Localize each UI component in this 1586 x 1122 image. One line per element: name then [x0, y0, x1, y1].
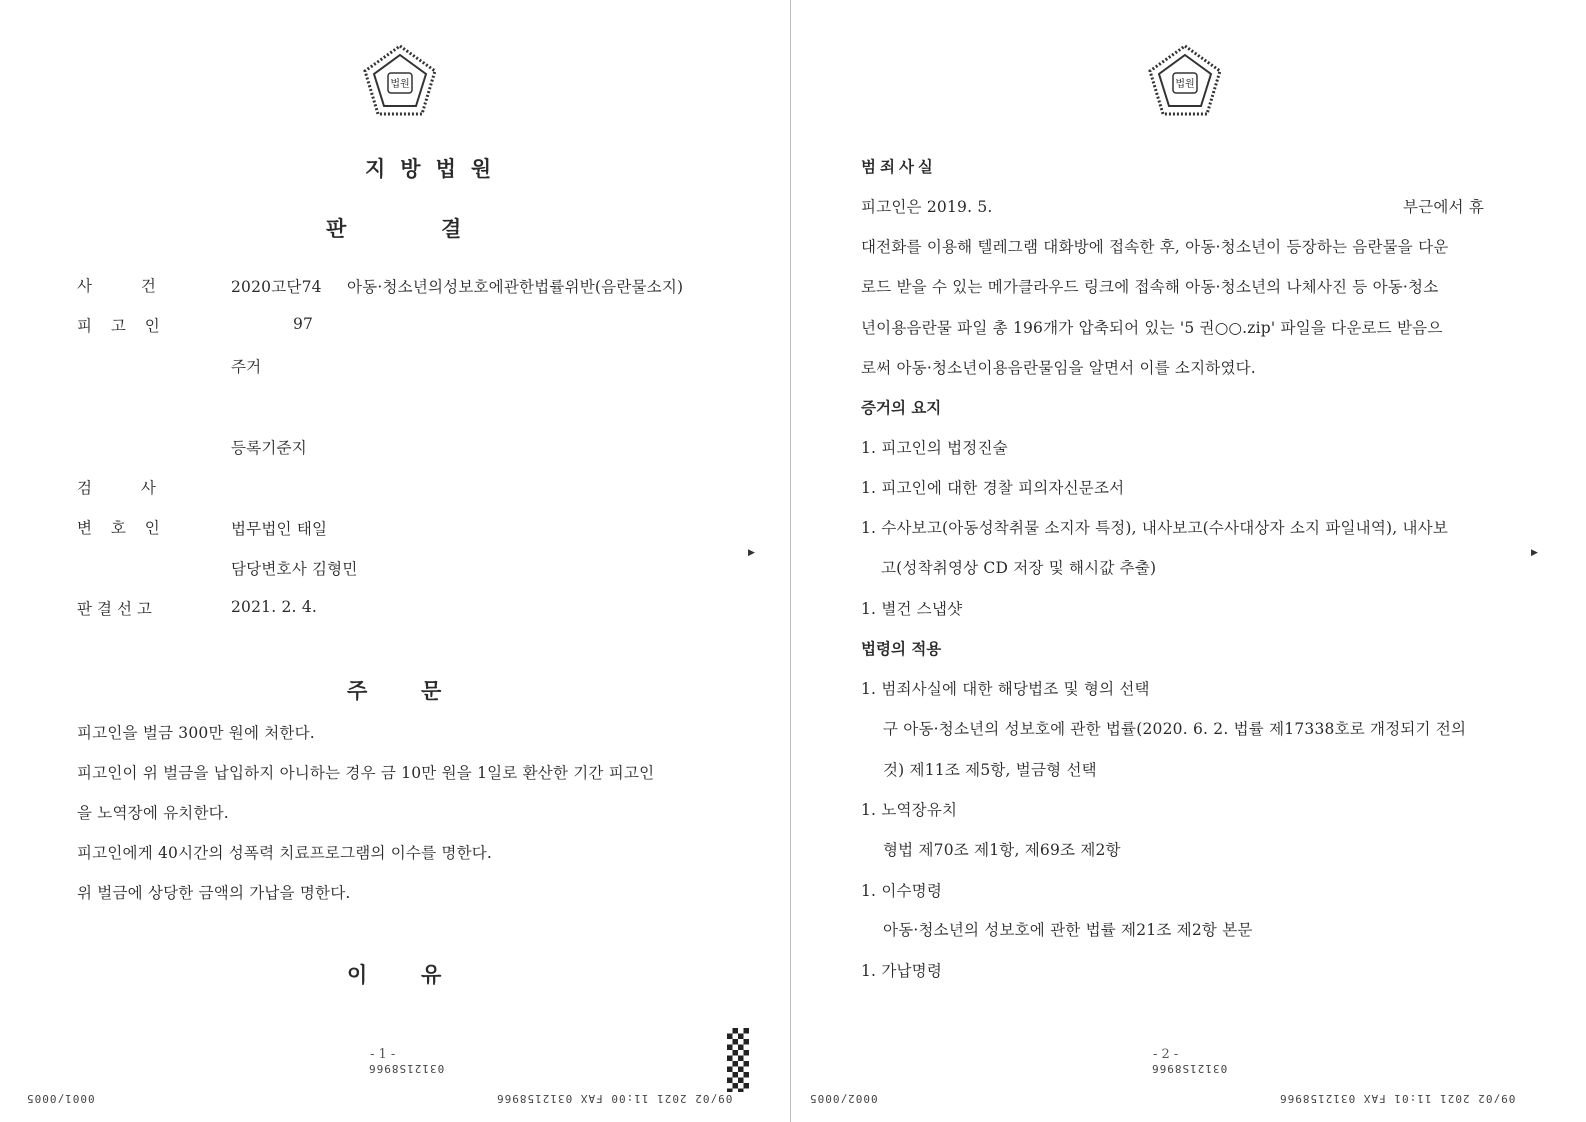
- registry-label: 등록기준지: [231, 439, 307, 457]
- reasons-heading-second-char: 유: [421, 962, 442, 987]
- order-heading-first-char: 주: [347, 678, 368, 703]
- law-detail: 형법 제70조 제1항, 제69조 제2항: [883, 841, 1121, 859]
- law-item: 1. 노역장유치: [861, 801, 958, 819]
- court-seal-icon: [362, 43, 438, 119]
- law-detail: 것) 제11조 제5항, 벌금형 선택: [883, 761, 1097, 779]
- crime-facts-line: 로써 아동·청소년이용음란물임을 알면서 이를 소지하였다.: [861, 359, 1256, 377]
- law-item: 1. 이수명령: [861, 882, 943, 900]
- crime-facts-line: 대전화를 이용해 텔레그램 대화방에 접속한 후, 아동·청소년이 등장하는 음란물을 다운: [861, 238, 1449, 256]
- law-item: 1. 가납명령: [861, 962, 943, 980]
- defendant-birth-year: 97: [293, 315, 314, 333]
- document-code: 03121S8966: [1151, 1062, 1228, 1075]
- law-detail: 아동·청소년의 성보호에 관한 법률 제21조 제2항 본문: [883, 921, 1253, 939]
- document-type-second-char: 결: [441, 216, 462, 241]
- law-item: 1. 범죄사실에 대한 해당법조 및 형의 선택: [861, 680, 1150, 698]
- order-heading-second-char: 문: [421, 678, 442, 703]
- prosecutor-label: 검 사: [77, 479, 156, 497]
- reasons-heading-first-char: 이: [347, 962, 368, 987]
- case-name: 아동·청소년의성보호에관한법률위반(음란물소지): [347, 278, 684, 296]
- evidence-item: 1. 별건 스냅샷: [861, 600, 963, 618]
- document-code: 03121S8966: [368, 1062, 445, 1075]
- evidence-item: 1. 피고인에 대한 경찰 피의자신문조서: [861, 479, 1125, 497]
- svg-text:법원: 법원: [1175, 79, 1195, 90]
- defendant-label: 피 고 인: [77, 317, 160, 335]
- judgment-date: 2021. 2. 4.: [231, 598, 318, 616]
- counsel-attorney: 담당변호사 김형민: [231, 560, 358, 578]
- court-name: 지방법원: [365, 156, 507, 181]
- order-line: 을 노역장에 유치한다.: [77, 804, 229, 822]
- checker-marker: [727, 1028, 749, 1092]
- page-number: - 1 -: [370, 1047, 396, 1062]
- crime-facts-end: 부근에서 휴: [1403, 198, 1484, 216]
- page-number: - 2 -: [1153, 1047, 1179, 1062]
- document-type-first-char: 판: [326, 216, 347, 241]
- judgment-page-2: [790, 0, 1586, 1122]
- counsel-label: 변 호 인: [77, 519, 160, 537]
- case-label: 사 건: [77, 277, 156, 295]
- page-marker-arrow-icon: ▶: [1531, 548, 1538, 558]
- crime-facts-line: 년이용음란물 파일 총 196개가 압축되어 있는 '5 권○○.zip' 파일을 다운로드 받음으: [861, 319, 1443, 337]
- crime-facts-line: 로드 받을 수 있는 메가클라우드 링크에 접속해 아동·청소년의 나체사진 등 아동·청소: [861, 278, 1439, 296]
- order-line: 피고인에게 40시간의 성폭력 치료프로그램의 이수를 명한다.: [77, 844, 493, 862]
- residence-label: 주거: [231, 358, 262, 376]
- judgment-page-1: [0, 0, 782, 1122]
- order-line: 위 벌금에 상당한 금액의 가납을 명한다.: [77, 884, 351, 902]
- fax-header: 09/02 2021 11:01 FAX 0312158966: [1279, 1092, 1516, 1105]
- order-line: 피고인을 벌금 300만 원에 처한다.: [77, 724, 315, 742]
- law-application-title: 법령의 적용: [861, 639, 942, 658]
- order-line: 피고인이 위 벌금을 납입하지 아니하는 경우 금 10만 원을 1일로 환산한 기간 피고인: [77, 764, 655, 782]
- law-detail: 구 아동·청소년의 성보호에 관한 법률(2020. 6. 2. 법률 제17338호로 개정되기 전의: [883, 720, 1467, 738]
- crime-facts-title: 범죄사실: [861, 157, 937, 176]
- judgment-date-label: 판결선고: [77, 600, 157, 618]
- evidence-item-continued: 고(성착취영상 CD 저장 및 해시값 추출): [881, 559, 1157, 577]
- court-seal-icon: [1147, 43, 1223, 119]
- fax-page-count: 0001/0005: [26, 1092, 95, 1105]
- fax-page-count: 0002/0005: [809, 1092, 878, 1105]
- page-marker-arrow-icon: ▶: [748, 548, 755, 558]
- case-number: 2020고단74: [231, 278, 322, 296]
- svg-text:법원: 법원: [390, 79, 410, 90]
- evidence-title: 증거의 요지: [861, 398, 942, 417]
- crime-facts-start: 피고인은 2019. 5.: [861, 198, 993, 216]
- fax-header: 09/02 2021 11:00 FAX 0312158966: [496, 1092, 733, 1105]
- evidence-item: 1. 수사보고(아동성착취물 소지자 특정), 내사보고(수사대상자 소지 파일내역), 내사보: [861, 519, 1449, 537]
- counsel-firm: 법무법인 태일: [231, 520, 328, 538]
- evidence-item: 1. 피고인의 법정진술: [861, 439, 1008, 457]
